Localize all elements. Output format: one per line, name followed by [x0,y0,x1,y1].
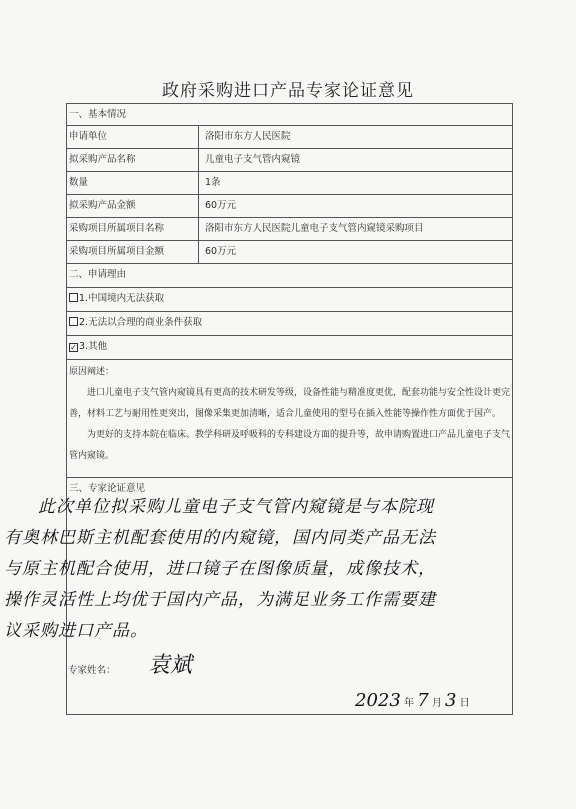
info-label: 数量 [69,177,89,188]
info-row [67,126,512,149]
option-label: 2.无法以合理的商业条件获取 [79,317,203,328]
date-year-unit: 年 [404,698,414,709]
info-label: 采购项目所属项目名称 [69,223,165,234]
info-label: 申请单位 [69,131,108,142]
opinion-text: 此次单位拟采购儿童电子支气管内窥镜是与本院现有奥林巴斯主机配套使用的内窥镜，国内同类产品无法与原主机配合使用，进口镜子在图像质量，成像技术，操作灵活性上均优于国内产品，为满足业务工作需要建议采购进口产品。 [4,497,436,641]
section-reasons-title: 二、申请理由 [69,269,127,280]
info-label: 拟采购产品金额 [69,200,136,211]
page-title: 政府采购进口产品专家论证意见 [162,81,414,101]
date-day-unit: 日 [459,698,470,709]
info-row [67,218,512,241]
option-row [67,336,512,360]
info-value: 60万元 [205,246,237,257]
info-value: 1条 [205,177,221,188]
reason-box [67,360,512,478]
section-reasons-header [67,264,512,288]
option-label: 1.中国境内无法获取 [79,293,165,304]
checkbox[interactable] [69,317,78,326]
reason-paragraph: 为更好的支持本院在临床、教学科研及呼吸科的专科建设方面的提升等，故申请购置进口产品儿童电子支气管内窥镜。 [69,430,511,461]
checkbox-checked[interactable]: ✓ [70,343,77,352]
info-row [67,149,512,172]
reason-paragraph: 进口儿童电子支气管内窥镜具有更高的技术研发等级，设备性能与精准度更优，配套功能与安全性设计更完善，材料工艺与耐用性更突出，图像采集更加清晰，适合儿童使用的型号在插入性能等操作性方面优于国产。 [69,388,511,419]
option-row [67,288,512,312]
date-line [355,690,470,711]
reason-label: 原因阐述： [69,367,115,377]
section-basic-header [67,104,512,126]
checkbox[interactable] [69,293,78,302]
info-value: 洛阳市东方人民医院儿童电子支气管内窥镜采购项目 [205,223,424,234]
info-row [67,172,512,195]
expert-name-label: 专家姓名： [68,665,116,676]
option-row [67,312,512,336]
section-opinion-title: 三、专家论证意见 [69,483,146,494]
reason-text [69,362,511,467]
expert-opinion-handwriting [4,492,444,647]
info-row [67,241,512,264]
date-month: 7 [417,690,429,711]
info-label: 拟采购产品名称 [69,154,136,165]
info-label: 采购项目所属项目金额 [69,246,165,257]
info-value: 60万元 [205,200,237,211]
date-year: 2023 [355,690,401,711]
date-month-unit: 月 [431,698,442,709]
section-basic-title: 一、基本情况 [69,109,127,120]
info-value: 洛阳市东方人民医院 [205,131,291,142]
date-day: 3 [445,690,457,711]
info-value: 儿童电子支气管内窥镜 [205,154,301,165]
option-label: 3.其他 [79,341,108,352]
expert-signature: 袁斌 [148,653,193,678]
info-row [67,195,512,218]
